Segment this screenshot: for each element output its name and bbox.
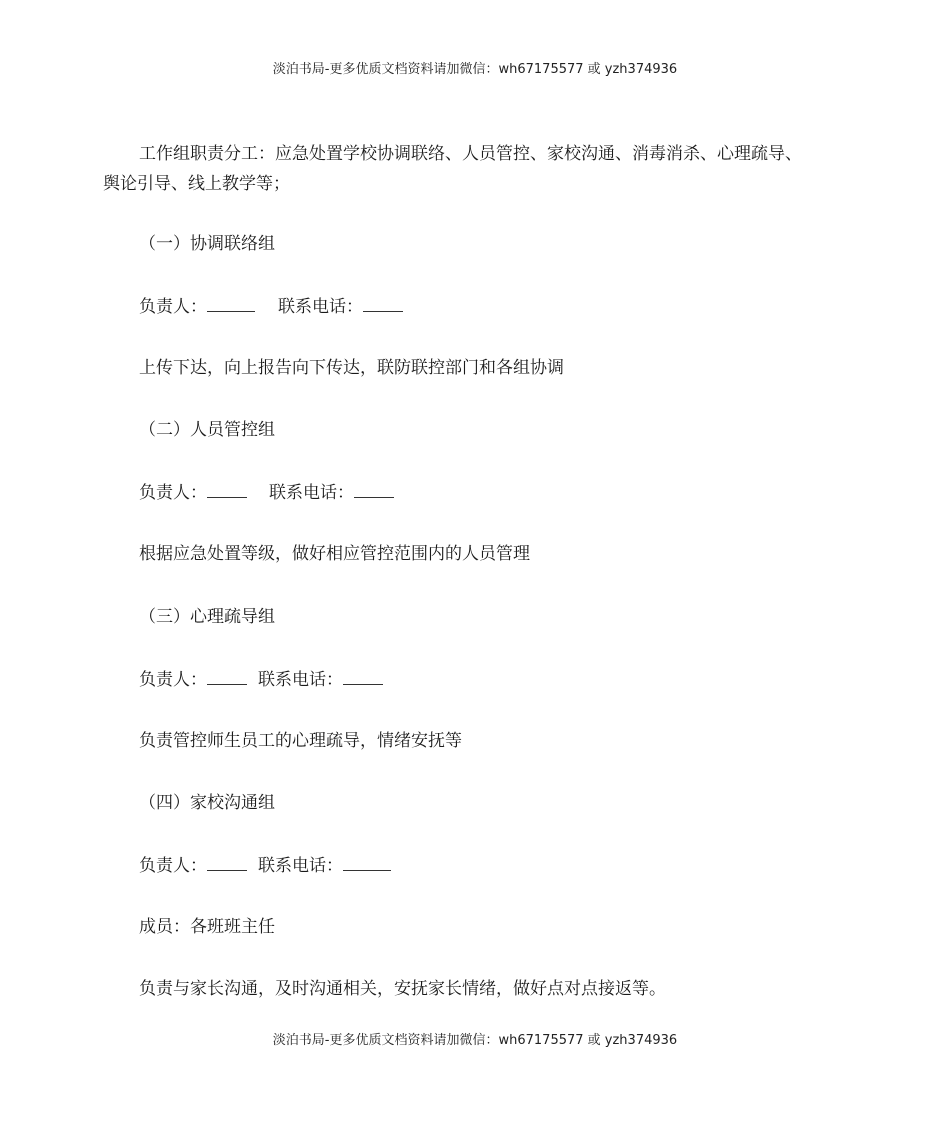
phone-label: 联系电话：: [258, 670, 343, 690]
person-blank: [207, 481, 247, 498]
phone-label: 联系电话：: [269, 483, 354, 503]
intro-line-1: 工作组职责分工：应急处置学校协调联络、人员管控、家校沟通、消毒消杀、心理疏导、: [139, 144, 802, 164]
section-title-personnel: （二）人员管控组: [139, 420, 275, 440]
members-home-school: 成员：各班班主任: [139, 917, 275, 937]
page-header-watermark: 淡泊书局-更多优质文档资料请加微信：wh67175577 或 yzh374936: [272, 62, 678, 77]
person-label: 负责人：: [139, 856, 207, 876]
duty-coordination: 上传下达，向上报告向下传达，联防联控部门和各组协调: [139, 358, 564, 378]
page-footer-watermark: 淡泊书局-更多优质文档资料请加微信：wh67175577 或 yzh374936: [272, 1033, 678, 1048]
person-blank: [207, 854, 247, 871]
duty-home-school: 负责与家长沟通，及时沟通相关，安抚家长情绪，做好点对点接返等。: [139, 979, 666, 999]
phone-blank: [343, 854, 391, 871]
contact-line-coordination: [139, 295, 403, 318]
person-blank: [207, 295, 255, 312]
person-label: 负责人：: [139, 483, 207, 503]
contact-line-home-school: [139, 854, 391, 877]
contact-line-psychology: [139, 668, 383, 691]
person-label: 负责人：: [139, 297, 207, 317]
duty-psychology: 负责管控师生员工的心理疏导，情绪安抚等: [139, 731, 462, 751]
section-title-psychology: （三）心理疏导组: [139, 607, 275, 627]
contact-line-personnel: [139, 481, 394, 504]
person-blank: [207, 668, 247, 685]
phone-label: 联系电话：: [278, 297, 363, 317]
section-title-coordination: （一）协调联络组: [139, 234, 275, 254]
phone-blank: [354, 481, 394, 498]
phone-label: 联系电话：: [258, 856, 343, 876]
phone-blank: [363, 295, 403, 312]
section-title-home-school: （四）家校沟通组: [139, 793, 275, 813]
phone-blank: [343, 668, 383, 685]
duty-personnel: 根据应急处置等级，做好相应管控范围内的人员管理: [139, 544, 530, 564]
intro-line-2: 舆论引导、线上教学等；: [103, 174, 290, 194]
person-label: 负责人：: [139, 670, 207, 690]
